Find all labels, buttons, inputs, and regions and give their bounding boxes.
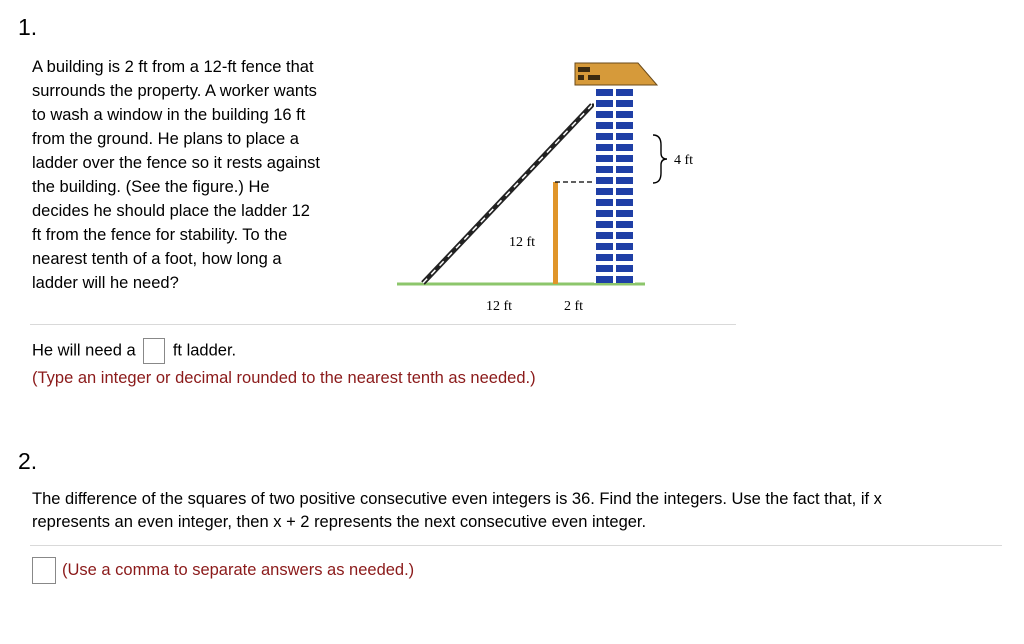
divider-2: [30, 545, 1002, 546]
label-fence-height: 12 ft: [509, 235, 536, 250]
fence-post: [553, 182, 558, 284]
answer-prefix: He will need a: [32, 341, 136, 360]
problem-line: surrounds the property. A worker wants: [32, 82, 317, 100]
problem-line: to wash a window in the building 16 ft: [32, 106, 306, 124]
question-1-answer-row: [32, 338, 236, 364]
problem-line: decides he should place the ladder 12: [32, 202, 310, 220]
answer-suffix: ft ladder.: [172, 341, 237, 360]
roof-detail: [588, 75, 600, 80]
problem-line: represents an even integer, then x + 2 represents the next consecutive even integer.: [32, 513, 647, 531]
label-ground-12ft: 12 ft: [486, 299, 513, 314]
ladder-figure: [395, 55, 725, 320]
question-1-answer-input[interactable]: [143, 338, 165, 364]
problem-line: from the ground. He plans to place a: [32, 130, 299, 148]
question-1-hint: (Type an integer or decimal rounded to the nearest tenth as needed.): [32, 369, 536, 387]
problem-line: ladder will he need?: [32, 274, 179, 292]
problem-line: the building. (See the figure.) He: [32, 178, 270, 196]
problem-line: A building is 2 ft from a 12-ft fence that: [32, 58, 314, 76]
problem-line: ft from the fence for stability. To the: [32, 226, 288, 244]
problem-line: ladder over the fence so it rests against: [32, 154, 320, 172]
label-ground-2ft: 2 ft: [564, 299, 584, 314]
problem-line: nearest tenth of a foot, how long a: [32, 250, 282, 268]
question-2-answer-row: [32, 557, 414, 584]
label-4ft: 4 ft: [674, 153, 694, 168]
roof-detail: [578, 67, 590, 72]
brick-building: [594, 87, 635, 283]
question-2-hint: (Use a comma to separate answers as needed.): [62, 561, 415, 579]
question-2-number: 2.: [18, 448, 38, 474]
question-1-text: [32, 55, 392, 295]
question-2-text: [32, 488, 1007, 534]
problem-line: The difference of the squares of two positive consecutive even integers is 36. Find the integers. Use the fact that, if x: [32, 490, 882, 508]
ladder-rungs: [423, 105, 592, 283]
question-2-answer-input[interactable]: [32, 557, 56, 584]
divider-1: [30, 324, 736, 325]
roof-cap: [575, 63, 657, 85]
question-1-number: 1.: [18, 14, 38, 40]
roof-detail: [578, 75, 584, 80]
brace-4ft: [653, 135, 667, 183]
